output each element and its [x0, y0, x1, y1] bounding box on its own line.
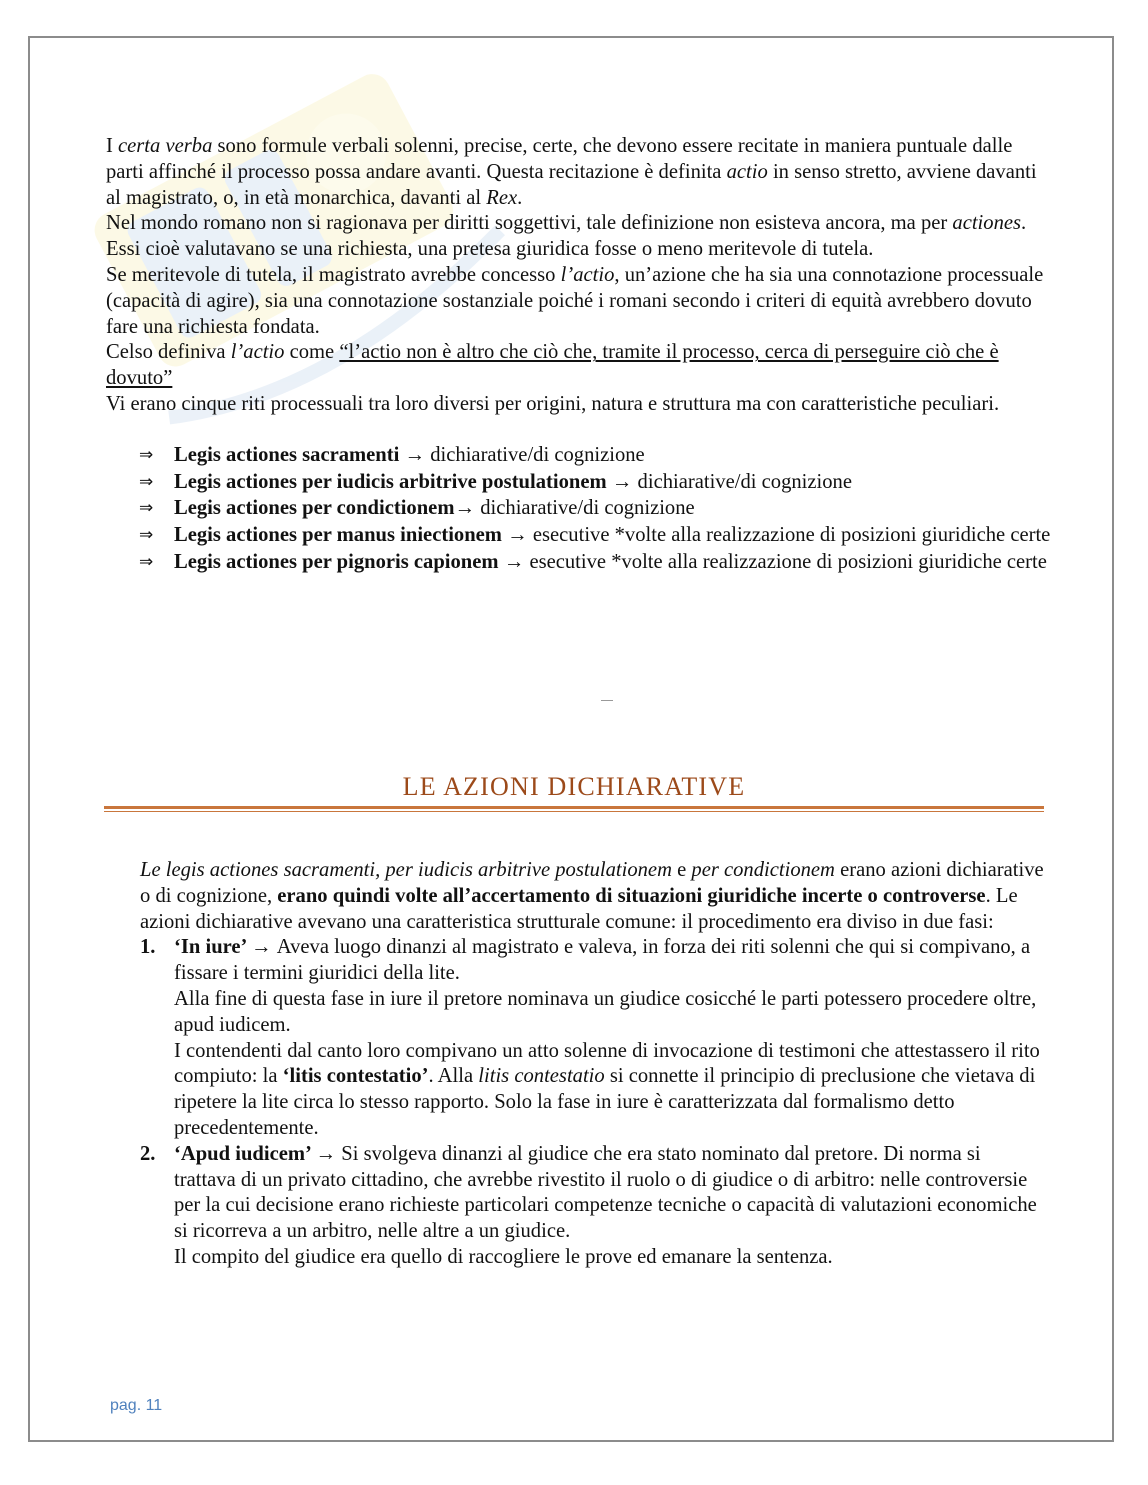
divider-mark	[601, 700, 613, 701]
paragraph-actiones: Nel mondo romano non si ragionava per diritti soggettivi, tale definizione non esisteva ancora, ma per actiones. Essi cioè valutavano se una richiesta, una pretesa giuridica fosse o meno meritevole di tutela.	[106, 212, 1027, 261]
phase-in-iure: 1. ‘In iure’ → Aveva luogo dinanzi al magistrato e valeva, in forza dei riti solenni che qui si compivano, a fissare i termini giuridici della lite. Alla fine di questa fase in iure il pretore nominava un giudice cosicché le parti potessero procedere oltre, apud iudicem. I contendenti dal canto loro compivano un atto solenne di invocazione di testimoni che attestassero il rito compiuto: la ‘litis contestatio’. Alla litis contestatio si connette il principio di preclusione che vietava di ripetere la lite circa lo stesso rapporto. Solo la fase in iure è caratterizzata dal formalismo detto precedentemente.	[140, 936, 1040, 1139]
paragraph-riti: Vi erano cinque riti processuali tra loro diversi per origini, natura e struttura ma con caratteristiche peculiari.	[106, 392, 1000, 415]
section-heading: LE AZIONI DICHIARATIVE	[402, 772, 746, 801]
list-item: ⇒ Legis actiones per manus iniectionem → esecutive *volte alla realizzazione di posizioni giuridiche certe	[139, 523, 1051, 549]
double-arrow-icon: ⇒	[139, 471, 154, 492]
heading-rule-thin	[104, 811, 1044, 812]
celso-quote: “l’actio non è altro che ciò che, tramite il processo, cerca di perseguire ciò che è dovuto”	[106, 341, 999, 390]
list-item: ⇒ Legis actiones per condictionem→ dichiarative/di cognizione	[139, 496, 1051, 522]
list-item: ⇒ Legis actiones sacramenti → dichiarative/di cognizione	[139, 443, 1051, 469]
phases-list	[140, 935, 1045, 1270]
actions-list	[106, 443, 1051, 576]
list-item: ⇒ Legis actiones per pignoris capionem → esecutive *volte alla realizzazione di posizioni giuridiche certe	[139, 550, 1051, 576]
phase-apud-iudicem: 2. ‘Apud iudicem’ → Si svolgeva dinanzi al giudice che era stato nominato dal pretore. Di norma si trattava di un privato cittadino, che avrebbe rivestito il ruolo o di giudice o di arbitro: nelle controversie per la cui decisione erano richieste particolari competenze tecniche o capacità di valutazioni economiche si ricorreva a un arbitro, nelle altre a un giudice. Il compito del giudice era quello di raccogliere le prove ed emanare la sentenza.	[140, 1142, 1037, 1268]
list-item: ⇒ Legis actiones per iudicis arbitrive postulationem → dichiarative/di cognizione	[139, 470, 1051, 496]
double-arrow-icon: ⇒	[139, 525, 154, 546]
heading-rule	[104, 806, 1044, 809]
page-number: pag. 11	[110, 1397, 163, 1414]
intro-section	[106, 134, 1051, 577]
paragraph-certa-verba: I certa verba sono formule verbali solenni, precise, certe, che devono essere recitate in maniera puntuale dalle parti affinché il processo possa andare avanti. Questa recitazione è definita actio in senso stretto, avviene davanti al magistrato, o, in età monarchica, davanti al Rex.	[106, 135, 1037, 209]
paragraph-declarative-intro: Le legis actiones sacramenti, per iudicis arbitrive postulationem e per condictionem erano azioni dichiarative o di cognizione, erano quindi volte all’accertamento di situazioni giuridiche incerte o controverse. Le azioni dichiarative avevano una caratteristica strutturale comune: il procedimento era diviso in due fasi:	[140, 859, 1044, 933]
paragraph-meritevole: Se meritevole di tutela, il magistrato avrebbe concesso l’actio, un’azione che ha sia una connotazione processuale (capacità di agire), sia una connotazione sostanziale poiché i romani secondo i criteri di equità avrebbero dovuto fare una richiesta fondata.	[106, 263, 1044, 338]
double-arrow-icon: ⇒	[139, 551, 154, 572]
paragraph-celso: Celso definiva l’actio come “l’actio non è altro che ciò che, tramite il processo, cerca di perseguire ciò che è dovuto”	[106, 341, 999, 390]
double-arrow-icon: ⇒	[139, 498, 154, 519]
declarative-section	[140, 858, 1045, 1271]
double-arrow-icon: ⇒	[139, 444, 154, 465]
